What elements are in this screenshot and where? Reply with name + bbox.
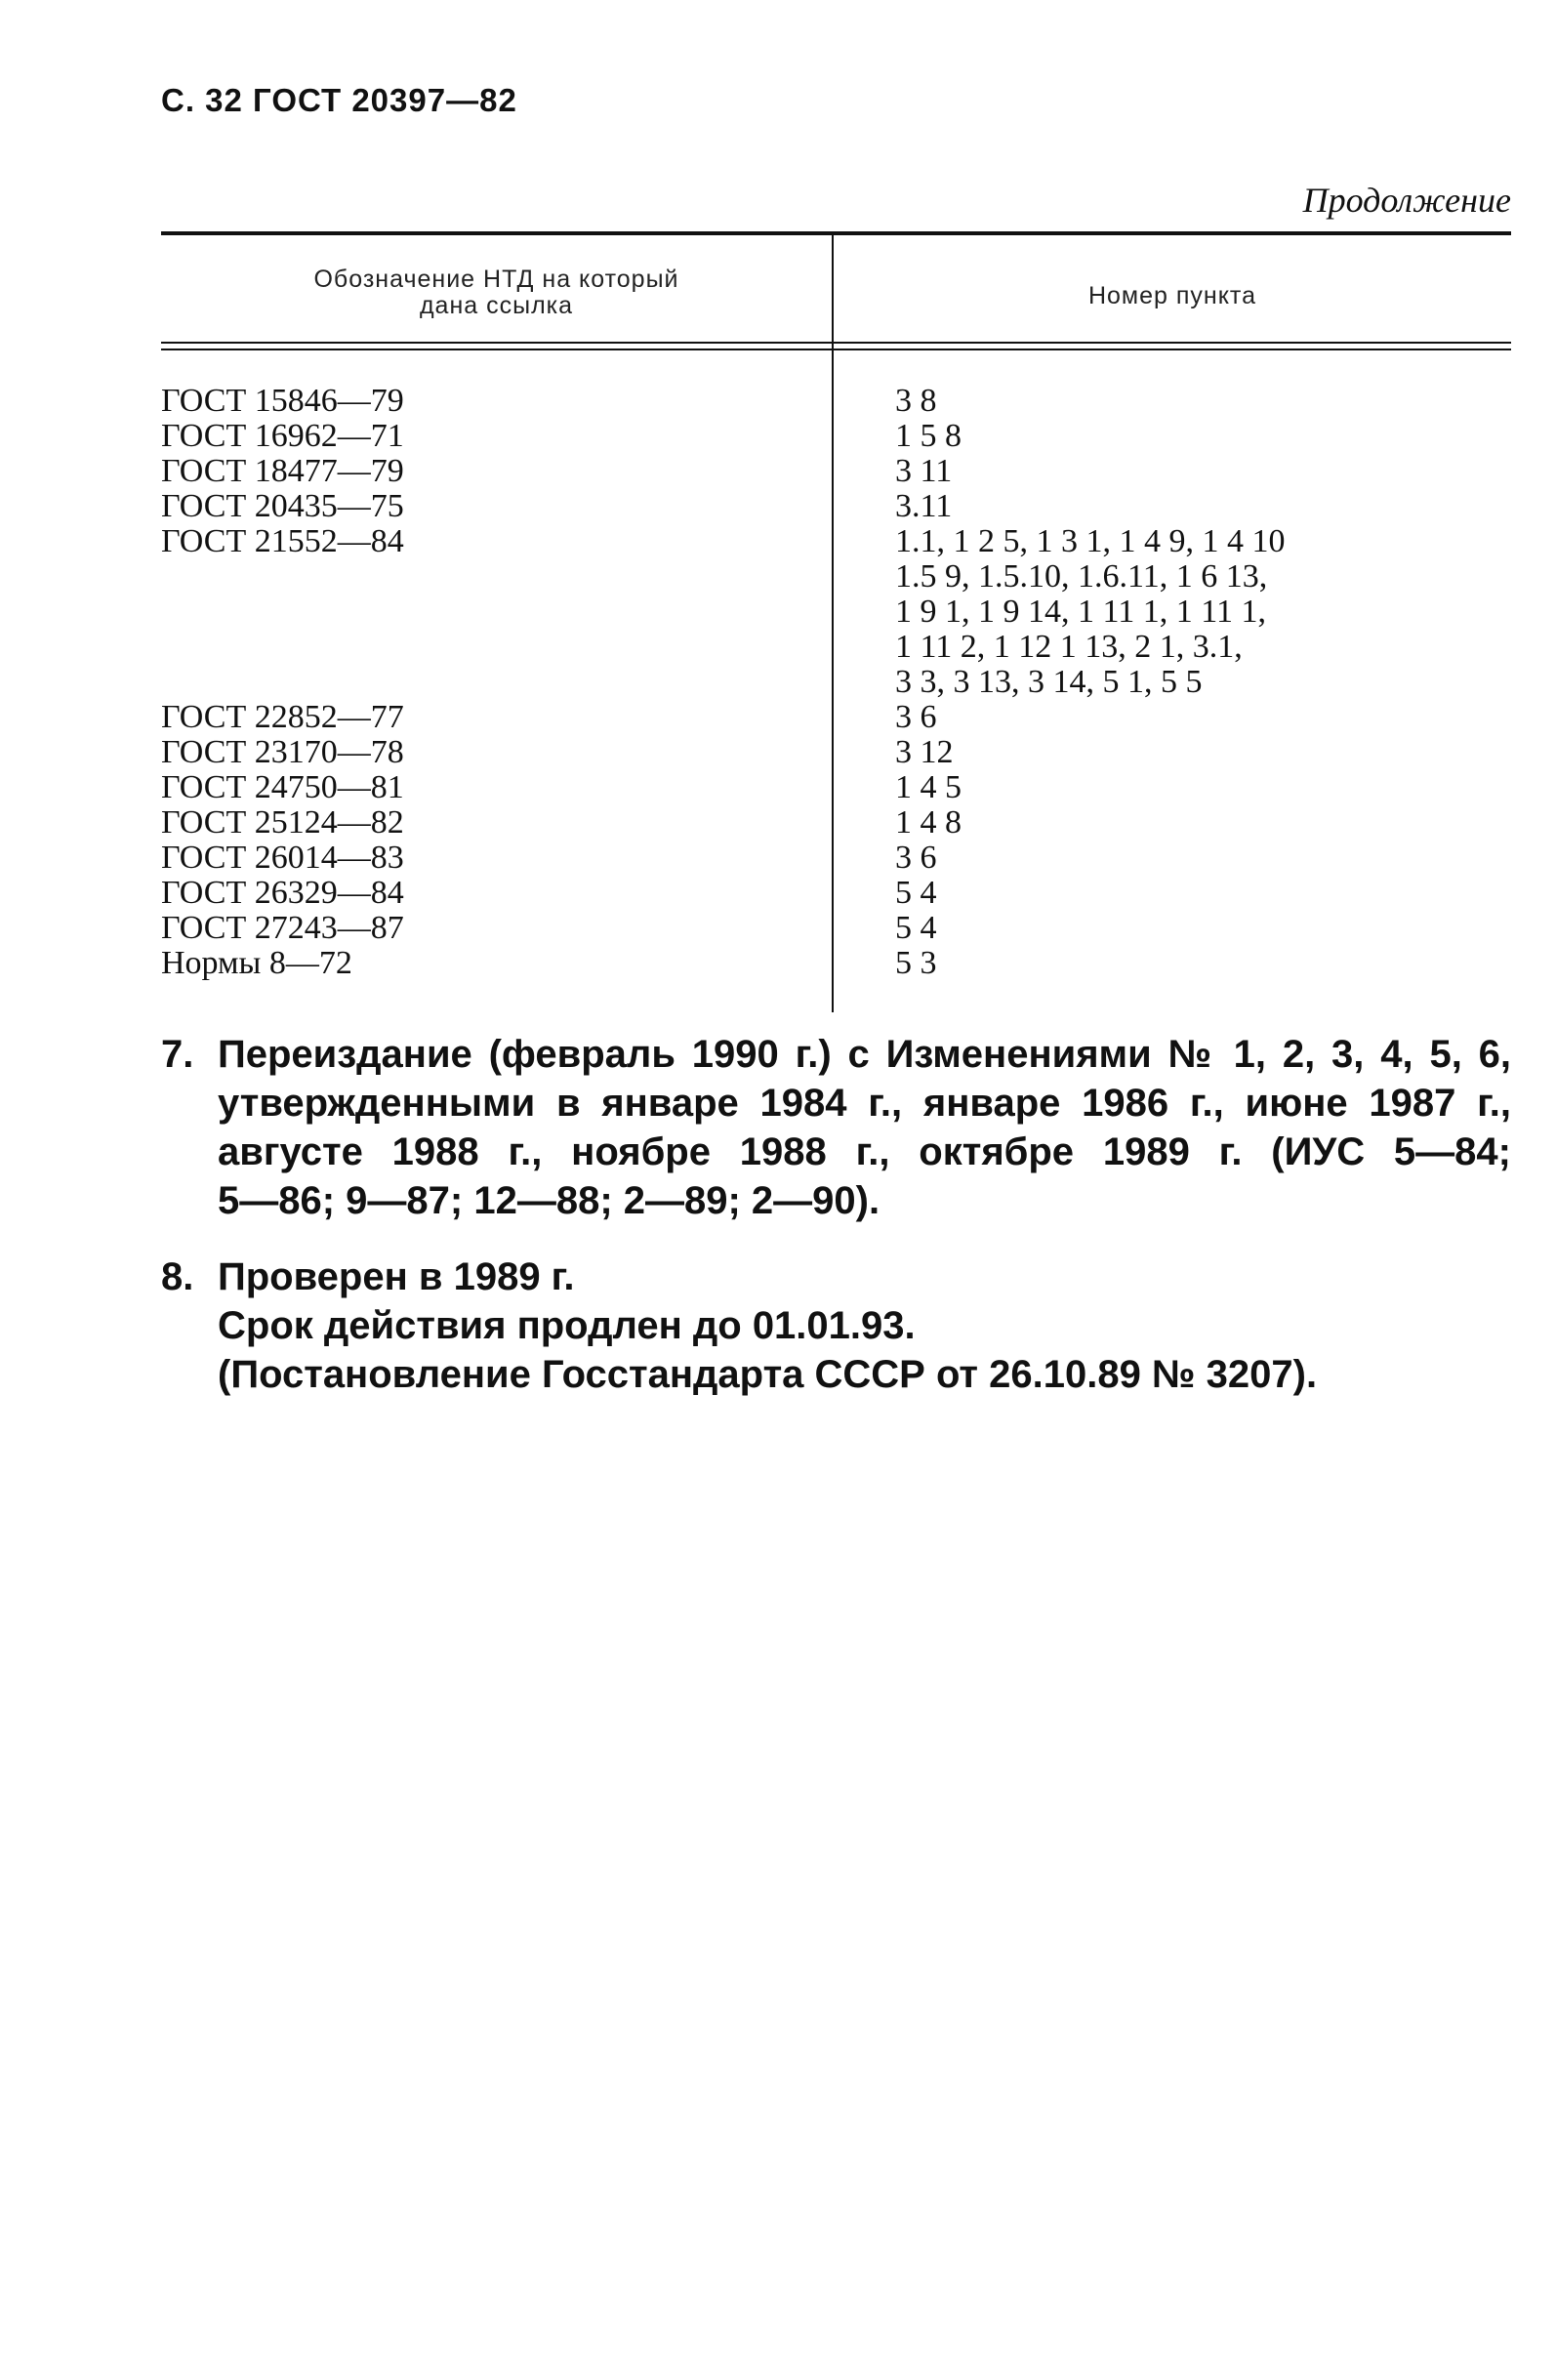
clause-column — [895, 384, 1511, 981]
table-row-doc: ГОСТ 16962—71 — [161, 418, 404, 454]
table-row-items-continued: 1 11 2, 1 12 1 13, 2 1, 3.1, — [895, 629, 1243, 665]
paragraph-line: августе 1988 г., ноябре 1988 г., октябре 1989 г. (ИУС 5—84; — [218, 1130, 1511, 1173]
reference-table — [161, 231, 1511, 1012]
table-row-spacer — [161, 559, 825, 595]
paragraph-7 — [161, 1030, 1511, 1225]
paragraph-body — [218, 1030, 1511, 1225]
table-row-spacer — [161, 630, 825, 665]
paragraph-line: Переиздание (февраль 1990 г.) с Изменениями № 1, 2, 3, 4, 5, 6, — [218, 1033, 1511, 1076]
table-row-items: 1 4 8 — [895, 804, 962, 841]
column-header-document-line: Обозначение НТД на который — [313, 266, 679, 293]
table-column-divider — [832, 231, 834, 1012]
table-top-rule — [161, 231, 1511, 235]
table-row-items: 3 11 — [895, 453, 953, 489]
table-row-doc: ГОСТ 26329—84 — [161, 875, 404, 911]
paragraph-number: 7. — [161, 1033, 194, 1076]
table-row-doc: ГОСТ 15846—79 — [161, 383, 404, 419]
table-row-items: 5 3 — [895, 945, 937, 981]
table-row-items: 3 12 — [895, 734, 954, 770]
document-column — [161, 384, 825, 981]
table-row-items-continued: 1.5 9, 1.5.10, 1.6.11, 1 6 13, — [895, 558, 1268, 595]
table-row-doc: ГОСТ 25124—82 — [161, 804, 404, 841]
table-row-items: 1.1, 1 2 5, 1 3 1, 1 4 9, 1 4 10 — [895, 523, 1286, 559]
table-row-items: 3 6 — [895, 840, 937, 876]
table-row-doc: ГОСТ 20435—75 — [161, 488, 404, 524]
table-row-doc: ГОСТ 26014—83 — [161, 840, 404, 876]
table-row-doc: ГОСТ 22852—77 — [161, 699, 404, 735]
table-row-items: 3 6 — [895, 699, 937, 735]
table-row-spacer — [161, 595, 825, 630]
paragraph-number: 8. — [161, 1255, 194, 1298]
table-row-items-continued: 3 3, 3 13, 3 14, 5 1, 5 5 — [895, 664, 1203, 700]
table-row-doc: Нормы 8—72 — [161, 945, 352, 981]
table-row-doc: ГОСТ 18477—79 — [161, 453, 404, 489]
table-row-items: 3 8 — [895, 383, 937, 419]
table-row-items: 5 4 — [895, 875, 937, 911]
table-row-items: 3.11 — [895, 488, 953, 524]
table-row-doc: ГОСТ 23170—78 — [161, 734, 404, 770]
table-row-items: 1 4 5 — [895, 769, 962, 805]
table-row-spacer — [161, 665, 825, 700]
paragraph-8 — [161, 1252, 1511, 1399]
page-header: С. 32 ГОСТ 20397—82 — [161, 82, 517, 118]
table-row-items: 5 4 — [895, 910, 937, 946]
table-row-items-continued: 1 9 1, 1 9 14, 1 11 1, 1 11 1, — [895, 594, 1266, 630]
paragraph-line: 5—86; 9—87; 12—88; 2—89; 2—90). — [218, 1179, 880, 1222]
table-row-doc: ГОСТ 27243—87 — [161, 910, 404, 946]
paragraph-body — [218, 1252, 1511, 1399]
column-header-document-line: дана ссылка — [419, 292, 574, 319]
table-header-rule — [161, 342, 1511, 344]
table-header-rule-second — [161, 349, 1511, 350]
paragraph-line: (Постановление Госстандарта СССР от 26.10.89 № 3207). — [218, 1353, 1318, 1396]
paragraph-line: Проверен в 1989 г. — [218, 1255, 575, 1298]
table-row-doc: ГОСТ 24750—81 — [161, 769, 404, 805]
table-row-items: 1 5 8 — [895, 418, 962, 454]
paragraph-line: утвержденными в январе 1984 г., январе 1986 г., июне 1987 г., — [218, 1082, 1511, 1125]
paragraph-line: Срок действия продлен до 01.01.93. — [218, 1304, 916, 1347]
column-header-document — [161, 267, 832, 319]
table-row-doc: ГОСТ 21552—84 — [161, 523, 404, 559]
column-header-clause-number: Номер пункта — [1087, 282, 1257, 309]
continuation-label: Продолжение — [1302, 181, 1511, 220]
notes-section — [161, 1030, 1511, 1399]
